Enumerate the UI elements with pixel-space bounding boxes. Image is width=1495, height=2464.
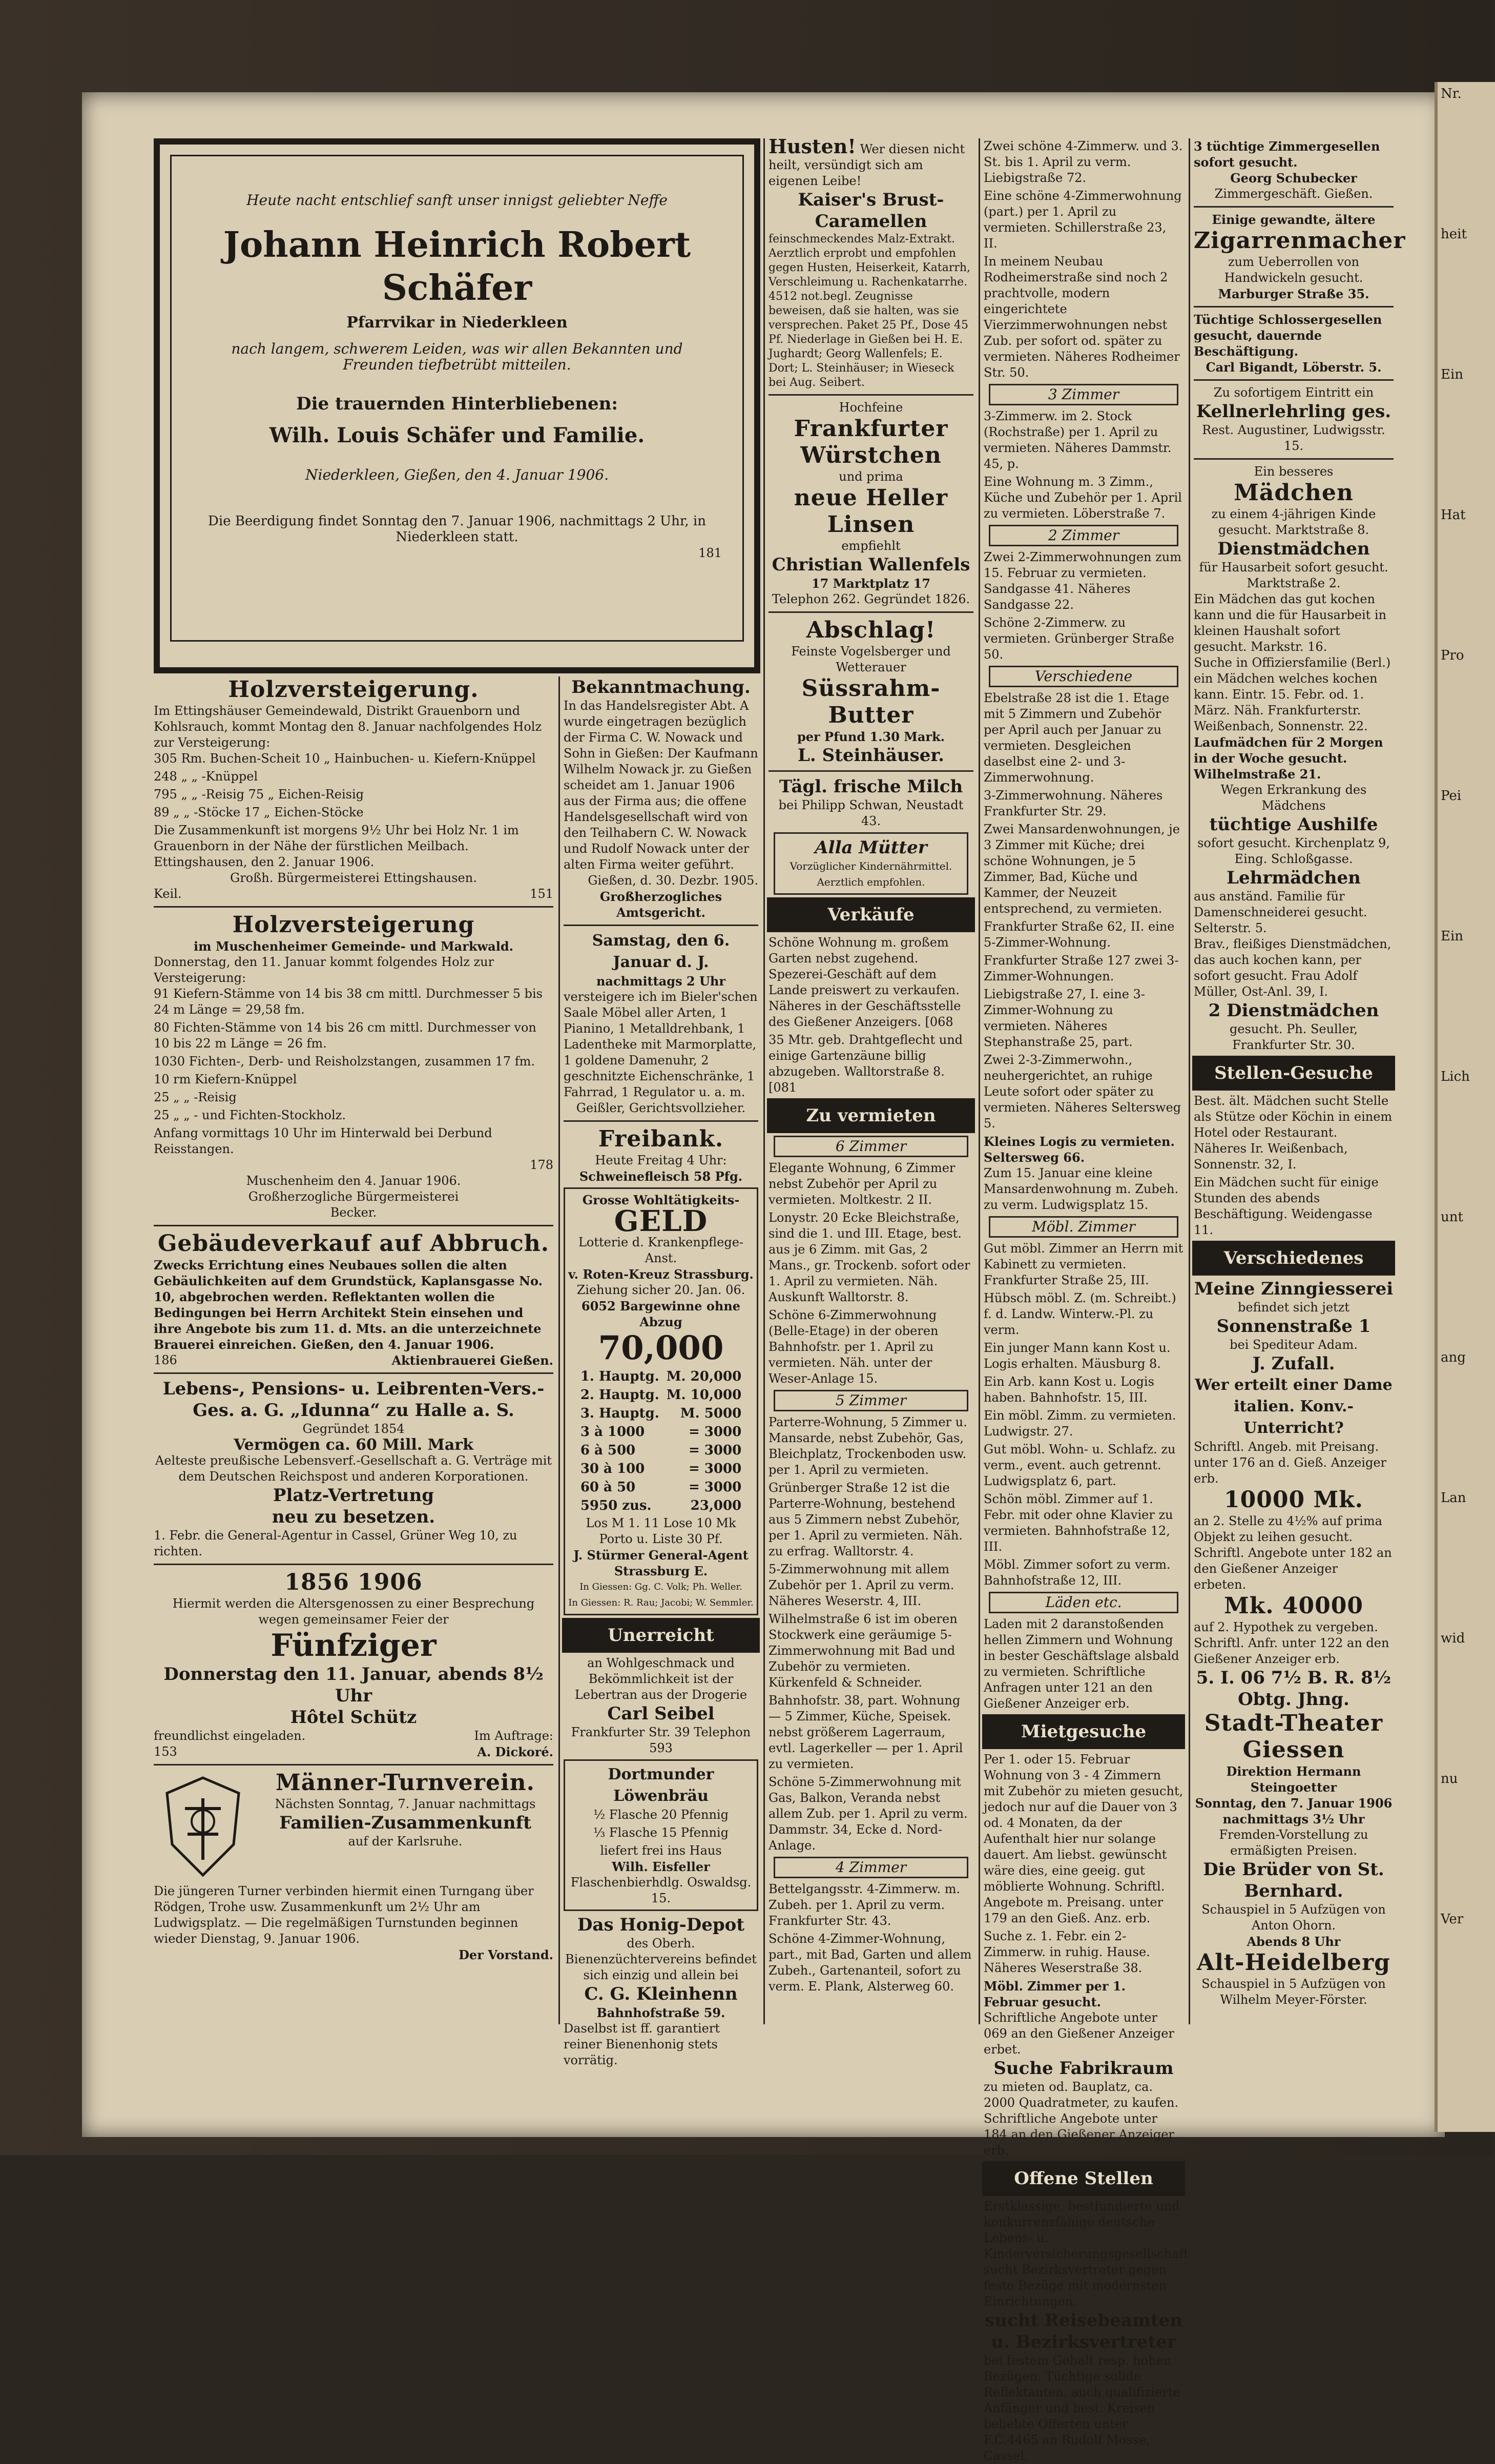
z5-item: Schöne 5-Zimmerwohnung mit Gas, Balkon, Veranda nebst allem Zub. per 1. April zu verm. Dammstr. 34, Ecke d. Nord-Anlage.: [769, 1775, 968, 1853]
lot-prize-label: 1. Hauptg.: [580, 1369, 659, 1384]
z5-label: 5 Zimmer: [774, 1390, 968, 1411]
fuenfziger-ref: 153: [154, 1744, 177, 1759]
bek-heading: Bekanntmachung.: [571, 677, 751, 697]
idunna-neu: neu zu besetzen.: [272, 1507, 435, 1527]
butter-price: per Pfund 1.30 Mark.: [797, 729, 945, 744]
moebl2: Möbl. Zimmer per 1. Februar gesucht.: [984, 1979, 1126, 2009]
idunna-capital: Vermögen ca. 60 Mill. Mark: [234, 1436, 473, 1454]
abschlag-text: Feinste Vogelsberger und Wetterauer: [791, 644, 951, 674]
z4-label: 4 Zimmer: [774, 1857, 968, 1878]
versch-items: [984, 690, 1183, 1132]
honig-text: des Oberh. Bienenzüchtervereins befindet sich einzig und allein bei: [565, 1936, 757, 1982]
versch-item: 3-Zimmerwohnung. Näheres Frankfurter Str. 29.: [984, 788, 1163, 818]
dienst-text: für Hausarbeit sofort gesucht. Marktstraße 2.: [1199, 560, 1388, 590]
freibank-text: Heute Freitag 4 Uhr:: [595, 1153, 727, 1167]
husten-body: feinschmeckendes Malz-Extrakt. Aerztlich erprobt und empfohlen gegen Husten, Heiserkeit, Katarrh, Verschleimung u. Rachenkatarrhe. 4512 not.begl. Zeugnisse beweisen, daß sie halten, was sie versprechen. Paket 25 Pf., Dose 45 Pf. Niederlage in Gießen bei H. E. Jughardt; Georg Wallenfels; E. Dort; L. Steinhäuser; in Wieseck bei Aug. Seibert.: [769, 233, 971, 389]
z5-item: 5-Zimmerwohnung mit allem Zubehör per 1. April zu verm. Näheres Weserstr. 4, III.: [769, 1562, 954, 1608]
unerreicht-addr: Frankfurter Str. 39 Telephon 593: [571, 1725, 751, 1755]
next-page-fragment: Ein: [1441, 929, 1464, 944]
lot-vendor: J. Stürmer General-Agent Strassburg E.: [573, 1548, 749, 1578]
fabrik-title: Suche Fabrikraum: [993, 2058, 1174, 2079]
versch-item: Liebigstraße 27, I. eine 3-Zimmer-Wohnung zu vermieten. Näheres Stephanstraße 25, part.: [984, 987, 1145, 1049]
zinn-bei: bei Spediteur Adam.: [1230, 1338, 1358, 1352]
butter-name: L. Steinhäuser.: [798, 745, 944, 766]
idunna-founded: Gegründet 1854: [302, 1422, 405, 1436]
fabrik-text: zu mieten od. Bauplatz, ca. 2000 Quadratmeter, zu kaufen. Schriftliche Angebote unter 184 an den Gießener Anzeiger erb.: [984, 2080, 1179, 2158]
next-page-fragment: nu: [1441, 1771, 1458, 1787]
unerreicht-name: Carl Seibel: [607, 1703, 715, 1724]
theater-dir: Direktion Hermann Steingoetter: [1226, 1764, 1361, 1795]
next-page-fragment: unt: [1441, 1209, 1463, 1225]
theater-play: Die Brüder von St. Bernhard.: [1203, 1859, 1384, 1901]
holz2-item: 1030 Fichten-, Derb- und Reisholzstangen, zusammen 17 fm.: [154, 1054, 535, 1069]
moebl-item: Schön möbl. Zimmer auf 1. Febr. mit oder ohne Klavier zu vermieten. Bahnhofstraße 12, III.: [984, 1492, 1173, 1554]
reise-text: bei festem Gehalt resp. hohen Bezügen. Tüchtige solide Reflektanten, auch qualifizierte Anfänger und best. Kreisen beliebte Offerten unter F.C.4465 an Rudolf Mosse, Cassel.: [984, 2353, 1180, 2463]
turn-place: auf der Karlsruhe.: [348, 1834, 463, 1849]
z6-item: Schöne 6-Zimmerwohnung (Belle-Etage) in der oberen Bahnhofstr. per 1. April zu vermieten. Näh. unter der Weser-Anlage 15.: [769, 1308, 939, 1386]
lot-row: [577, 1368, 744, 1385]
idunna-addr: 1. Febr. die General-Agentur in Cassel, Grüner Weg 10, zu richten.: [154, 1528, 517, 1558]
lot-prize-value: M. 10,000: [666, 1387, 742, 1403]
lot-count: 6052 Bargewinne ohne Abzug: [581, 1299, 741, 1329]
honig-footer: Daselbst ist ff. garantiert reiner Bienenhonig stets vorrätig.: [564, 2021, 720, 2067]
wohnung-item: In meinem Neubau Rodheimerstraße sind noch 2 prachtvolle, modern eingerichtete Vierzimmerwohnungen nebst Zub. per sofort od. später zu vermieten. Näheres Rodheimer Str. 50.: [984, 254, 1180, 380]
moebl-item: Ein junger Mann kann Kost u. Logis erhalten. Mäusburg 8.: [984, 1341, 1171, 1371]
laufm: Laufmädchen für 2 Morgen in der Woche gesucht. Wilhelmstraße 21.: [1194, 735, 1383, 782]
obituary-mourners: Wilh. Louis Schäfer und Familie.: [269, 423, 645, 447]
obituary-box: [154, 138, 760, 673]
gesuch-item: Best. ält. Mädchen sucht Stelle als Stütze oder Köchin in einem Hotel oder Restaurant. Näheres Ir. Weißenbach, Sonnenstr. 32, I.: [1194, 1094, 1393, 1172]
lot-row: [577, 1497, 744, 1514]
loewenbraeu-ad: [564, 1759, 758, 1911]
wohnung-item: Eine schöne 4-Zimmerwohnung (part.) per 1. April zu vermieten. Schillerstraße 23, II.: [984, 189, 1182, 251]
lot-prize-value: = 3000: [688, 1443, 742, 1458]
bek-date: Gießen, d. 30. Dezbr. 1905.: [588, 873, 758, 888]
next-page-fragment: Nr.: [1441, 86, 1462, 101]
z2-items: [984, 549, 1183, 663]
column-rule: [558, 676, 560, 2024]
holz1-name: Keil.: [154, 887, 182, 901]
obituary-funeral: Die Beerdigung findet Sonntag den 7. Januar 1906, nachmittags 2 Uhr, in Niederkleen statt.: [208, 514, 706, 545]
schlosser: Tüchtige Schlossergesellen gesucht, dauernde Beschäftigung.: [1194, 312, 1382, 359]
column-4: [984, 138, 1189, 2463]
linsen-title: neue Heller Linsen: [794, 485, 948, 538]
obituary-place-date: Niederkleen, Gießen, den 4. Januar 1906.: [305, 466, 609, 483]
maedchen-text: zu einem 4-jährigen Kinde gesucht. Marktstraße 8.: [1211, 507, 1376, 537]
holz1-item: 305 Rm. Buchen-Scheit 10 „ Hainbuchen- u. Kiefern-Knüppel: [154, 751, 536, 766]
holz2-footer: Anfang vormittags 10 Uhr im Hinterwald bei Derbund Reisstangen.: [154, 1126, 492, 1156]
lot-row: [577, 1442, 744, 1459]
zinn-name: J. Zufall.: [1252, 1353, 1335, 1374]
zig-head: Einige gewandte, ältere: [1212, 212, 1376, 227]
holz2-heading: Holzversteigerung: [232, 912, 475, 938]
turn-sign: Der Vorstand.: [459, 1947, 553, 1962]
offizier: Suche in Offiziersfamilie (Berl.) ein Mädchen welches kochen kann. Eintr. 15. Febr. od. 1. März. Näh. Frankfurterstr. Weißenbach, Sonnenstr. 22.: [1194, 655, 1391, 733]
lot-prize-label: 3 à 1000: [580, 1424, 645, 1440]
obituary-ref: 181: [698, 546, 722, 560]
aushilfe-title: tüchtige Aushilfe: [1209, 814, 1378, 835]
ges-items: [1194, 1093, 1394, 1238]
mk10000-title: 10000 Mk.: [1224, 1487, 1363, 1513]
vermieten-banner: Zu vermieten: [769, 1100, 973, 1132]
laden-label: Läden etc.: [989, 1592, 1178, 1613]
abbruch-text: Zwecks Errichtung eines Neubaues sollen die alten Gebäulichkeiten auf dem Grundstück, Kaplansgasse No. 10, abgebrochen werden. Reflektanten wollen die Bedingungen bei Herrn Architekt Stein einsehen und ihre Angebote bis zum 11. d. Mts. an die unterzeichnete Brauerei einreichen. Gießen, den 4. Januar 1906.: [154, 1258, 543, 1352]
next-page-fragment: Lan: [1441, 1490, 1466, 1506]
lot-prize-value: = 3000: [688, 1480, 742, 1495]
ital-title: Wer erteilt einer Dame italien. Konv.-Unterricht?: [1195, 1376, 1393, 1437]
fuenfziger-invite: freundlichst eingeladen.: [154, 1729, 306, 1743]
next-page-fragment: Pei: [1441, 788, 1462, 804]
schlosser-name: Carl Bigandt, Löberstr. 5.: [1206, 360, 1382, 375]
mk40000-title: Mk. 40000: [1224, 1593, 1363, 1619]
z3-item: Eine Wohnung m. 3 Zimm., Küche und Zubehör per 1. April zu vermieten. Löberstraße 7.: [984, 475, 1182, 521]
versch-item: Frankfurter Straße 127 zwei 3-Zimmer-Wohnungen.: [984, 953, 1179, 983]
samstag-heading: Samstag, den 6. Januar d. J.: [592, 932, 730, 971]
gesellen-addr: Zimmergeschäft. Gießen.: [1214, 187, 1373, 201]
top-items: [984, 138, 1183, 381]
next-page-fragment: Hat: [1441, 507, 1466, 523]
aushilfe-pre: Wegen Erkrankung des Mädchens: [1220, 783, 1367, 813]
z4-item: Bettelgangsstr. 4-Zimmerw. m. Zubeh. per 1. April zu verm. Frankfurter Str. 43.: [769, 1882, 961, 1928]
butter-title: Süssrahm-Butter: [801, 675, 941, 728]
lot-prize-value: = 3000: [688, 1424, 742, 1440]
theater-eve: Abends 8 Uhr: [1247, 1934, 1341, 1949]
miet-items: [984, 1752, 1183, 1976]
holz1-text: Im Ettingshäuser Gemeindewald, Distrikt Grauenborn und Kohlsrauch, kommt Montag den 8. Januar nachfolgendes Holz zur Versteigerung:: [154, 704, 542, 750]
z2-item: Zwei 2-Zimmerwohnungen zum 15. Februar zu vermieten. Sandgasse 41. Näheres Sandgasse 22.: [984, 550, 1181, 612]
theater-title: Stadt-Theater Giessen: [1204, 1710, 1383, 1763]
maedchen-pre: Ein besseres: [1254, 464, 1334, 479]
turn-text: Nächsten Sonntag, 7. Januar nachmittags: [275, 1797, 536, 1811]
fuenfziger-sign: A. Dickoré.: [477, 1744, 553, 1759]
samstag-sign: Geißler, Gerichtsvollzieher.: [576, 1101, 746, 1115]
abbruch-ref: 186: [154, 1353, 177, 1367]
column-2: [564, 676, 758, 2067]
alla-text: Vorzüglicher Kindernährmittel. Aerztlich empfohlen.: [790, 860, 952, 888]
kellner-addr: Rest. Augustiner, Ludwigsstr. 15.: [1202, 423, 1385, 453]
cw-name: Christian Wallenfels: [772, 555, 970, 575]
next-page-fragment: Ver: [1441, 1912, 1464, 1927]
holz2-items: [154, 986, 553, 1123]
zinn-text: befindet sich jetzt: [1238, 1300, 1349, 1315]
turn-heading: Männer-Turnverein.: [276, 1770, 535, 1796]
lehr-title: Lehrmädchen: [1227, 868, 1361, 888]
z5-items: [769, 1414, 973, 1854]
lot-side-right: In Giessen: R. Rau; Jacobi; W. Semmler.: [568, 1597, 754, 1608]
reise-title: sucht Reisebeamten u. Bezirksvertreter: [985, 2310, 1182, 2352]
z4-item: Schöne 4-Zimmer-Wohnung, part., mit Bad, Garten und allem Zubeh., Gartenanteil, sofort zu verm. E. Plank, Alsterweg 60.: [769, 1932, 972, 1994]
lottery-ad: [564, 1187, 758, 1615]
moebl-label: Möbl. Zimmer: [989, 1216, 1178, 1238]
z4-items: [769, 1881, 973, 1995]
obituary-name: Johann Heinrich Robert Schäfer: [223, 224, 691, 309]
fuenfziger-years: 1856 1906: [284, 1569, 423, 1595]
zig-addr: Marburger Straße 35.: [1218, 286, 1369, 301]
honig-addr: Bahnhofstraße 59.: [596, 2005, 725, 2020]
mk10000-text: an 2. Stelle zu 4½% auf prima Objekt zu leihen gesucht. Schriftl. Angebote unter 182 an den Gießener Anzeiger erbeten.: [1194, 1514, 1392, 1592]
next-page-fragment: wid: [1441, 1631, 1465, 1646]
samstag-sub: nachmittags 2 Uhr: [596, 974, 726, 989]
linsen-empf: empfiehlt: [841, 539, 901, 553]
loewen-name: Wilh. Eisfeller: [612, 1859, 710, 1874]
honig-name: C. G. Kleinhenn: [584, 1984, 738, 2004]
mietgesuche-banner: Mietgesuche: [984, 1716, 1183, 1748]
wohnung-item: Zwei schöne 4-Zimmerw. und 3. St. bis 1. April zu verm. Liebigstraße 72.: [984, 139, 1183, 185]
freibank-item: Schweinefleisch 58 Pfg.: [579, 1169, 743, 1184]
gesuche-banner: Stellen-Gesuche: [1194, 1057, 1394, 1089]
z6-label: 6 Zimmer: [774, 1136, 968, 1157]
verkaeufe-banner: Verkäufe: [769, 899, 973, 931]
column-rule: [1189, 138, 1190, 2024]
lot-row: [577, 1423, 744, 1441]
turn-footer: Die jüngeren Turner verbinden hiermit einen Turngang über Rödgen, Trohe usw. Zusammenkunft um 2½ Uhr am Ludwigsplatz. — Die regelmäßigen Turnstunden beginnen wieder Dienstag, 9. Januar 1906.: [154, 1884, 534, 1946]
z3-label: 3 Zimmer: [989, 384, 1178, 405]
turnverein-emblem-icon: [157, 1773, 249, 1880]
next-page-text: [1438, 82, 1495, 2054]
holz1-footer: Die Zusammenkunft ist morgens 9½ Uhr bei Holz Nr. 1 im Grauenborn in der Nähe der fürstlichen Meilbach. Ettingshausen, den 2. Januar 1906.: [154, 823, 519, 869]
z6-items: [769, 1160, 973, 1387]
moebl-item: Hübsch möbl. Z. (m. Schreibt.) f. d. Landw. Winterw.-Pl. zu verm.: [984, 1291, 1176, 1337]
versch-item: Zwei 2-3-Zimmerwohn., neuhergerichtet, an ruhige Leute sofort oder später zu vermieten. Näheres Seltersweg 5.: [984, 1053, 1181, 1131]
next-page-fragment: Ein: [1441, 367, 1464, 382]
z2-item: Schöne 2-Zimmerw. zu vermieten. Grünberger Straße 50.: [984, 615, 1174, 662]
holz2-text: Donnerstag, den 11. Januar kommt folgendes Holz zur Versteigerung:: [154, 955, 494, 985]
lot-prize-label: 3. Hauptg.: [580, 1406, 659, 1421]
wurst-title: Frankfurter Würstchen: [794, 416, 948, 468]
holz1-item: 89 „ „ -Stöcke 17 „ Eichen-Stöcke: [154, 805, 364, 819]
stellen-text: Erstklassige, bestfundierte und konkurrenzfähige deutsche Lebens- u. Kinderversicherungsgesellschaft sucht Bezirksvertreter gegen feste Bezüge mit modernsten Einrichtungen.: [984, 2199, 1189, 2309]
loewen-text: liefert frei ins Haus: [600, 1843, 722, 1858]
gesellen-name: Georg Schubecker: [1230, 171, 1357, 186]
laden-text: Laden mit 2 daranstoßenden hellen Zimmern und Wohnung in bester Geschäftslage alsbald zu vermieten. Schriftliche Anfragen unter 121 an den Gießener Anzeiger erb.: [984, 1617, 1179, 1711]
lot-prize-label: 5950 zus.: [580, 1498, 652, 1513]
obituary-text: nach langem, schwerem Leiden, was wir allen Bekannten und Freunden tiefbetrübt mitteilen.: [231, 340, 683, 373]
zig-title: Zigarrenmacher: [1194, 228, 1406, 254]
holz2-item: 10 rm Kiefern-Knüppel: [154, 1072, 297, 1086]
stellen-banner: Offene Stellen: [984, 2163, 1183, 2194]
bv-notice: 5. I. 06 7½ B. R. 8½ Obtg. Jhng.: [1196, 1668, 1392, 1710]
wurst-and: und prima: [839, 469, 903, 484]
logis: Kleines Logis zu vermieten. Seltersweg 66.: [984, 1134, 1175, 1165]
moebl-item: Gut möbl. Wohn- u. Schlafz. zu verm., event. auch getrennt. Ludwigsplatz 6, part.: [984, 1442, 1176, 1488]
zig-text: zum Ueberrollen von Handwickeln gesucht.: [1224, 255, 1363, 285]
holz2-sign: Großherzogliche Bürgermeisterei: [248, 1189, 459, 1204]
holz1-item: 795 „ „ -Reisig 75 „ Eichen-Reisig: [154, 787, 364, 802]
holz2-item: 91 Kiefern-Stämme von 14 bis 38 cm mittl. Durchmesser 5 bis 24 m Länge = 29,58 fm.: [154, 987, 543, 1017]
honig-heading: Das Honig-Depot: [577, 1915, 745, 1935]
column-3: [769, 135, 973, 2024]
moebl2-text: Schriftliche Angebote unter 069 an den Gießener Anzeiger erbet.: [984, 2010, 1174, 2057]
cw-addr: 17 Marktplatz 17: [811, 576, 931, 591]
loewen-item: ½ Flasche 20 Pfennig: [593, 1808, 729, 1822]
next-page-fragment: Pro: [1441, 648, 1464, 663]
lot-row: [577, 1386, 744, 1404]
heidelberg-text: Schauspiel in 5 Aufzügen von Wilhelm Meyer-Förster.: [1201, 1977, 1386, 2007]
brav: Brav., fleißiges Dienstmädchen, das auch kochen kann, per sofort gesucht. Frau Adolf Müller, Ost-Anl. 39, I.: [1194, 937, 1392, 999]
column-1: [154, 676, 553, 2024]
samstag-text: versteigere ich im Bieler'schen Saale Möbel aller Arten, 1 Pianino, 1 Metalldrehbank, 1 Ladentheke mit Marmorplatte, 1 goldene Damenuhr, 2 geschnitzte Eichenschränke, 1 Fahrrad, 1 Regulator u. a. m.: [564, 990, 758, 1099]
gesellen: 3 tüchtige Zimmergesellen sofort gesucht.: [1194, 139, 1380, 170]
lot-prize-value: M. 5000: [680, 1406, 742, 1421]
loewen-item: ⅓ Flasche 15 Pfennig: [593, 1825, 729, 1840]
verkauf-item: Schöne Wohnung m. großem Garten nebst zugehend. Spezerei-Geschäft auf dem Lande preiswert zu verkaufen. Näheres in der Geschäftsstelle des Gießener Anzeigers. [068: [769, 935, 961, 1029]
holz2-item: 80 Fichten-Stämme von 14 bis 26 cm mittl. Durchmesser von 10 bis 22 m Länge = 26 fm.: [154, 1020, 536, 1051]
milch-title: Tägl. frische Milch: [779, 776, 963, 797]
theater-perf: Fremden-Vorstellung zu ermäßigten Preisen.: [1219, 1828, 1368, 1858]
fuenfziger-text: Hiermit werden die Altersgenossen zu einer Besprechung wegen gemeinsamer Feier der: [172, 1596, 535, 1627]
lot-table: [576, 1367, 745, 1515]
lot-geld: GELD: [614, 1204, 708, 1238]
bek-sign: Großherzogliches Amtsgericht.: [599, 889, 722, 920]
holz1-sign: Großh. Bürgermeisterei Ettingshausen.: [230, 871, 477, 885]
unerreicht-text: an Wohlgeschmack und Bekömmlichkeit ist der Lebertran aus der Drogerie: [574, 1656, 747, 1702]
lot-head: Grosse Wohltätigkeits-: [582, 1193, 740, 1207]
turn-title: Familien-Zusammenkunft: [279, 1813, 531, 1833]
holz2-name: Becker.: [330, 1205, 377, 1220]
column-rule: [763, 138, 765, 2024]
loewen-addr: Flaschenbierhdlg. Oswaldsg. 15.: [570, 1875, 752, 1905]
moebl-item: Möbl. Zimmer sofort zu verm. Bahnhofstraße 12, III.: [984, 1557, 1171, 1588]
alla-title: Alla Mütter: [815, 837, 927, 858]
theater-date: Sonntag, den 7. Januar 1906 nachmittags 3½ Uhr: [1195, 1796, 1393, 1826]
abbruch-heading: Gebäudeverkauf auf Abbruch.: [157, 1230, 550, 1257]
lot-prize-value: M. 20,000: [666, 1369, 742, 1384]
idunna-heading: Lebens-, Pensions- u. Leibrenten-Vers.-Ges. a. G. „Idunna“ zu Halle a. S.: [162, 1379, 545, 1421]
heidelberg-title: Alt-Heidelberg: [1197, 1949, 1390, 1976]
kellner-title: Kellnerlehrling ges.: [1196, 401, 1392, 422]
zwei-text: gesucht. Ph. Seuller, Frankfurter Str. 30.: [1229, 1022, 1358, 1052]
next-page-edge: [1435, 82, 1495, 2132]
lot-prize-value: 23,000: [690, 1498, 742, 1513]
holz2-ref: 178: [530, 1158, 553, 1172]
z3-item: 3-Zimmerw. im 2. Stock (Rochstraße) per 1. April zu vermieten. Näheres Dammstr. 45, p.: [984, 409, 1172, 471]
verschiedenes-banner: Verschiedenes: [1194, 1242, 1394, 1274]
abbruch-sign: Aktienbrauerei Gießen.: [391, 1353, 553, 1368]
z2-label: 2 Zimmer: [989, 525, 1178, 546]
alla-muetter-ad: [774, 832, 968, 895]
holz1-items: [154, 751, 553, 820]
verk-items: [769, 935, 973, 1096]
lehr-text: aus anständ. Familie für Damenschneiderei gesucht. Selterstr. 5.: [1194, 889, 1367, 935]
kellner-pre: Zu sofortigem Eintritt ein: [1213, 385, 1374, 400]
lot-prize-label: 6 à 500: [580, 1443, 636, 1458]
lot-price: Los M 1. 11 Lose 10 Mk Porto u. Liste 30 Pf.: [586, 1516, 736, 1546]
fuenfziger-place: Hôtel Schütz: [290, 1707, 417, 1728]
lot-prize-value: = 3000: [688, 1461, 742, 1476]
obituary-mourners-head: Die trauernden Hinterbliebenen:: [296, 394, 618, 414]
logis2: Zum 15. Januar eine kleine Mansardenwohnung m. Zubeh. zu verm. Ludwigsplatz 15.: [984, 1166, 1179, 1212]
miet-item: Suche z. 1. Febr. ein 2-Zimmerw. in ruhig. Hause. Näheres Weserstraße 38.: [984, 1929, 1150, 1975]
moebl-items: [984, 1241, 1183, 1589]
column-5: [1194, 138, 1406, 2024]
z3-items: [984, 408, 1183, 522]
holz2-date: Muschenheim den 4. Januar 1906.: [246, 1174, 461, 1188]
milch-addr: bei Philipp Schwan, Neustadt 43.: [778, 798, 964, 828]
cw-phone: Telephon 262. Gegründet 1826.: [772, 592, 970, 606]
z6-item: Lonystr. 20 Ecke Bleichstraße, sind die 1. und III. Etage, best. aus je 6 Zimm. mit Gas, 2 Mans., gr. Trockenb. sofort oder 1. April zu vermieten. Näh. Auskunft Walltorstr. 8.: [769, 1210, 970, 1304]
gesuch-item: Ein Mädchen sucht für einige Stunden des abends Beschäftigung. Weidengasse 11.: [1194, 1175, 1379, 1237]
aushilfe-text: sofort gesucht. Kirchenplatz 9, Eing. Schloßgasse.: [1197, 836, 1390, 866]
z5-item: Parterre-Wohnung, 5 Zimmer u. Mansarde, nebst Zubehör, Gas, Bleichplatz, Trockenboden usw. per 1. April zu vermieten.: [769, 1415, 967, 1477]
page-content: [154, 135, 1406, 2463]
obituary-title: Pfarrvikar in Niederkleen: [346, 314, 568, 332]
lot-ort: v. Roten-Kreuz Strassburg.: [568, 1267, 754, 1282]
fuenfziger-title: Fünfziger: [271, 1628, 437, 1664]
zwei-title: 2 Dienstmädchen: [1208, 1000, 1379, 1021]
zinn-addr: Sonnenstraße 1: [1216, 1316, 1371, 1337]
ital-text: Schriftl. Angeb. mit Preisang. unter 176 an d. Gieß. Anzeiger erb.: [1194, 1440, 1387, 1486]
husten-heading: Husten!: [769, 135, 856, 158]
husten-text: Wer diesen nicht heilt, versündigt sich am eigenen Leibe!: [769, 142, 965, 188]
lot-prize-label: 60 à 50: [580, 1480, 636, 1495]
lot-ziehung: Ziehung sicher 20. Jan. 06.: [576, 1283, 745, 1297]
loewen-heading: Dortmunder Löwenbräu: [608, 1765, 714, 1805]
holz1-ref: 151: [530, 887, 553, 901]
versch-item: Zwei Mansardenwohnungen, je 3 Zimmer mit Küche; drei schöne Wohnungen, je 5 Zimmer, Bad, Küche und Kammer, der Neuzeit entsprechend, zu vermieten.: [984, 822, 1180, 916]
next-page-fragment: heit: [1441, 227, 1467, 242]
theater-play-text: Schauspiel in 5 Aufzügen von Anton Ohorn.: [1201, 1902, 1386, 1933]
column-rule: [979, 138, 980, 2024]
moebl-item: Ein Arb. kann Kost u. Logis haben. Bahnhofstr. 15, III.: [984, 1374, 1154, 1405]
versch-item: Ebelstraße 28 ist die 1. Etage mit 5 Zimmern und Zubehör per April auch per Januar zu vermieten. Desgleichen daselbst eine 2- und 3-Zimmerwohnung.: [984, 691, 1170, 785]
lot-row: [577, 1460, 744, 1477]
versch-item: Frankfurter Straße 62, II. eine 5-Zimmer-Wohnung.: [984, 919, 1175, 950]
maedchen-title: Mädchen: [1234, 480, 1354, 506]
koch: Ein Mädchen das gut kochen kann und die für Hausarbeit in kleinen Haushalt sofort gesucht. Markstr. 16.: [1194, 592, 1387, 654]
wurst-head: Hochfeine: [839, 400, 903, 415]
dienst-title: Dienstmädchen: [1217, 539, 1370, 559]
moebl-item: Ein möbl. Zimm. zu vermieten. Ludwigstr. 27.: [984, 1408, 1176, 1439]
lot-lotterie: Lotterie d. Krankenpflege-Anst.: [578, 1235, 744, 1265]
moebl-item: Gut möbl. Zimmer an Herrn mit Kabinett zu vermieten. Frankfurter Straße 25, III.: [984, 1241, 1183, 1287]
z5-item: Wilhelmstraße 6 ist im oberen Stockwerk eine geräumige 5-Zimmerwohnung mit Bad und Zubehör zu vermieten. Kürkenfeld & Schneider.: [769, 1612, 958, 1690]
husten-brand: Kaiser's Brust-Caramellen: [798, 190, 944, 232]
lot-row: [577, 1479, 744, 1496]
lot-side-left: In Giessen: Gg. C. Volk; Ph. Weller.: [579, 1582, 742, 1592]
lot-main: 70,000: [598, 1329, 724, 1367]
next-page-fragment: ang: [1441, 1350, 1466, 1365]
holz2-sub: im Muschenheimer Gemeinde- und Markwald.: [194, 939, 513, 954]
holz1-item: 248 „ „ -Knüppel: [154, 769, 258, 784]
idunna-text: Aelteste preußische Lebensverf.-Gesellschaft a. G. Verträge mit dem Deutschen Reichspost und anderen Korporationen.: [155, 1453, 552, 1484]
bek-text: In das Handelsregister Abt. A wurde eingetragen bezüglich der Firma C. W. Nowack und Sohn in Gießen: Der Kaufmann Wilhelm Nowack jr. zu Gießen scheidet am 1. Januar 1906 aus der Firma aus; die offene Handelsgesellschaft wird von den Teilhabern C. W. Nowack und Rudolf Nowack unter der alten Firma weiter geführt.: [564, 699, 758, 872]
lot-prize-label: 2. Hauptg.: [580, 1387, 659, 1403]
next-page-fragment: Lich: [1441, 1069, 1470, 1084]
fuenfziger-auftrag: Im Auftrage:: [474, 1729, 553, 1743]
fuenfziger-date: Donnerstag den 11. Januar, abends 8½ Uhr: [163, 1664, 544, 1706]
z6-item: Elegante Wohnung, 6 Zimmer nebst Zubehör per April zu vermieten. Moltkestr. 2 II.: [769, 1161, 956, 1207]
lot-prize-label: 30 à 100: [580, 1461, 645, 1476]
holz2-item: 25 „ „ - und Fichten-Stockholz.: [154, 1108, 346, 1122]
miet-item: Per 1. oder 15. Februar Wohnung von 3 - 4 Zimmern mit Zubehör zu mieten gesucht, jedoch nur auf die Dauer von 3 od. 4 Monaten, da der Aufenthalt hier nur solange dauert. Am liebst. gewünscht wäre dies, eine geeig. gut möblierte Wohnung. Schriftl. Angebote m. Preisang. unter 179 an den Gieß. Anz. erb.: [984, 1752, 1183, 1925]
z5-item: Bahnhofstr. 38, part. Wohnung — 5 Zimmer, Küche, Speisek. nebst größerem Lagerraum, evtl. Lagerkeller — per 1. April zu vermieten.: [769, 1693, 963, 1771]
z5-item: Grünberger Straße 12 ist die Parterre-Wohnung, bestehend aus 5 Zimmern nebst Zubehör, per 1. April zu vermieten. Näh. zu erfrag. Walltorstr. 4.: [769, 1481, 963, 1558]
loewen-items: [568, 1807, 754, 1841]
zinn-heading: Meine Zinngiesserei: [1194, 1279, 1394, 1299]
mk40000-text: auf 2. Hypothek zu vergeben. Schriftl. Anfr. unter 122 an den Gießener Anzeiger erb.: [1194, 1620, 1389, 1666]
abschlag-heading: Abschlag!: [806, 617, 936, 643]
unerreicht-banner: Unerreicht: [564, 1619, 758, 1651]
obituary-intro: Heute nacht entschlief sanft unser innigst geliebter Neffe: [246, 192, 668, 209]
idunna-platz: Platz-Vertretung: [273, 1485, 434, 1506]
lot-row: [577, 1405, 744, 1422]
versch-label: Verschiedene: [989, 666, 1178, 687]
holz1-heading: Holzversteigerung.: [228, 676, 479, 703]
freibank-heading: Freibank.: [598, 1126, 724, 1152]
holz2-item: 25 „ „ -Reisig: [154, 1090, 237, 1104]
verkauf-item: 35 Mtr. geb. Drahtgeflecht und einige Gartenzäune billig abzugeben. Walltorstraße 8. [081: [769, 1033, 963, 1095]
